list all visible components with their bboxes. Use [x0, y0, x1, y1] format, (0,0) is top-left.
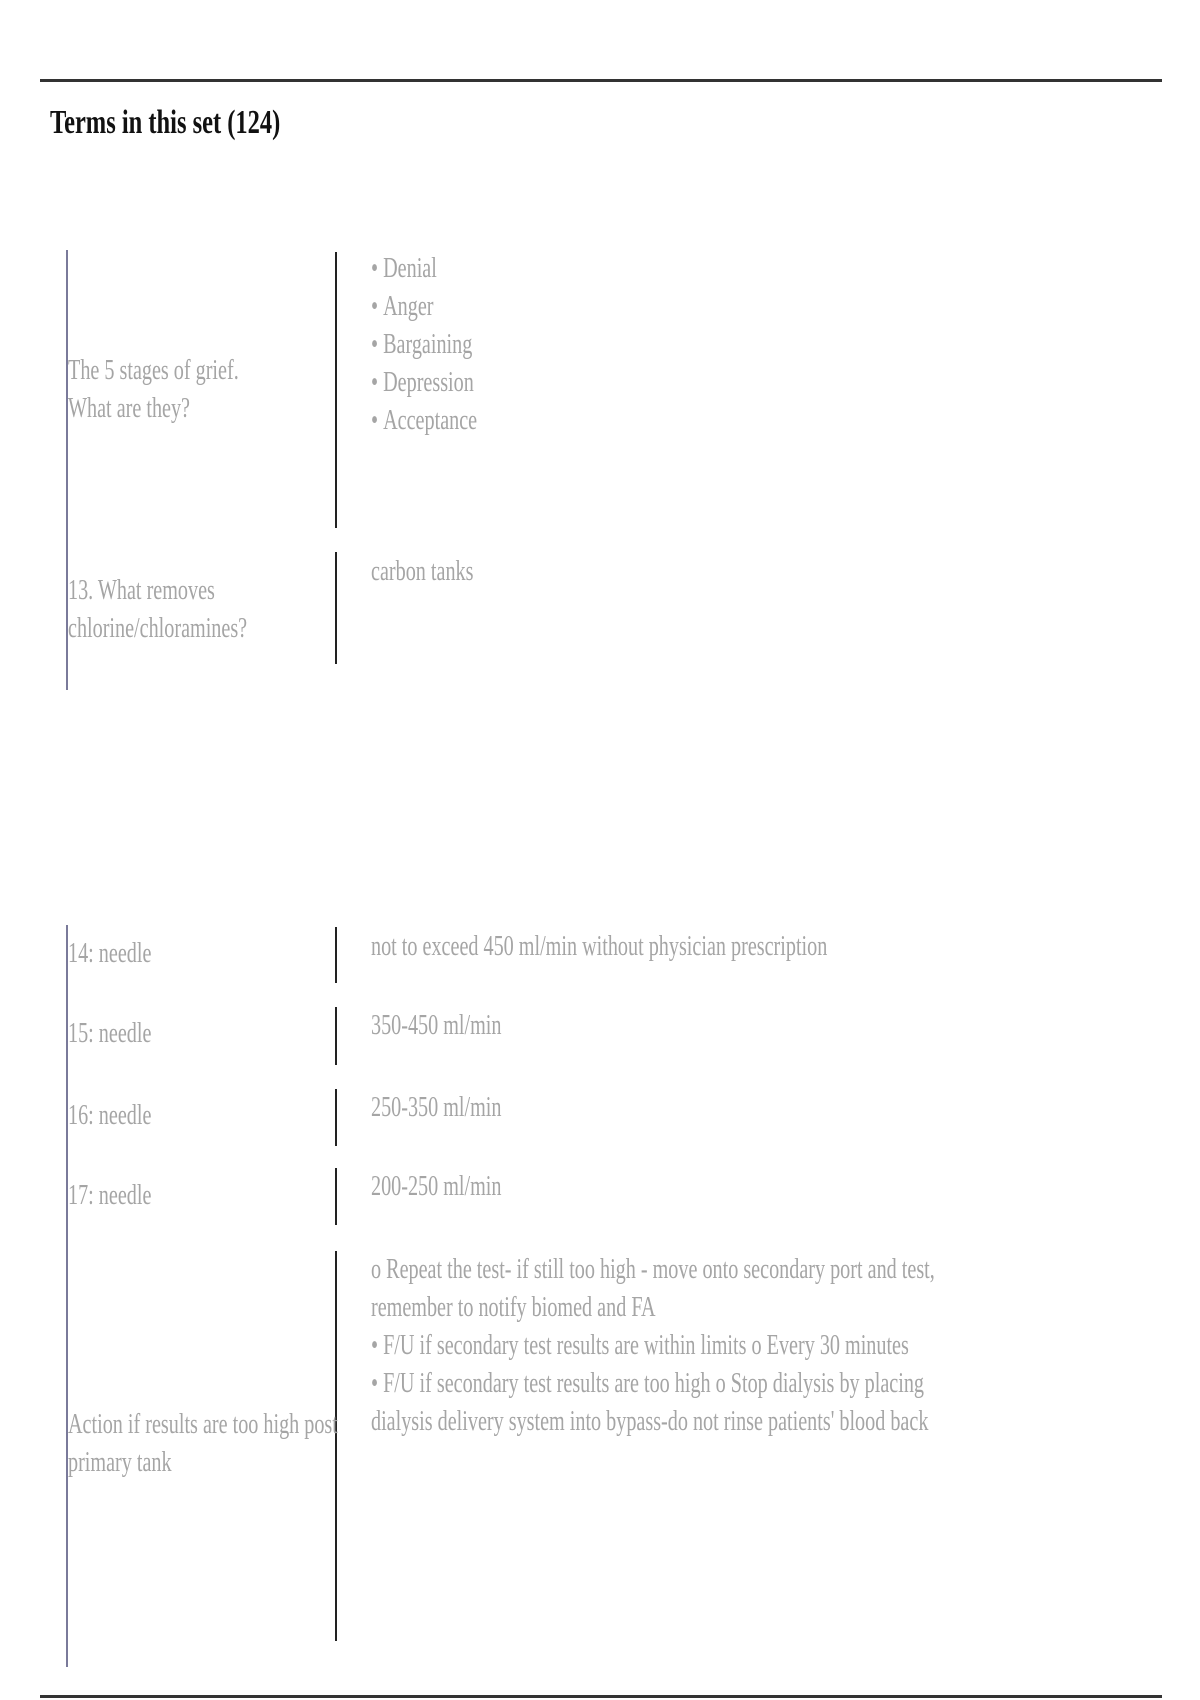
- card-term: 13. What removes chlorine/chloramines?: [68, 575, 248, 644]
- definition-list-item: • Acceptance: [371, 402, 477, 440]
- card-term: 16: needle: [68, 1100, 152, 1131]
- definition-list-item: • Depression: [371, 364, 477, 402]
- card-term: 14: needle: [68, 938, 152, 969]
- card-definition: carbon tanks: [371, 556, 474, 587]
- card-divider: [335, 1007, 337, 1065]
- card-divider: [335, 927, 337, 983]
- definition-list: [371, 250, 477, 440]
- definition-list-item: • Anger: [371, 288, 477, 326]
- card-definition: 200-250 ml/min: [371, 1171, 502, 1202]
- definition-list-item: • Denial: [371, 250, 477, 288]
- bottom-rule: [40, 1695, 1162, 1698]
- card-definition: 350-450 ml/min: [371, 1010, 502, 1041]
- top-rule: [40, 79, 1162, 82]
- card-definition: [371, 250, 477, 440]
- definition-list-item: • Bargaining: [371, 326, 477, 364]
- card-divider: [335, 1089, 337, 1146]
- card-term: The 5 stages of grief. What are they?: [68, 355, 239, 424]
- card-term: Action if results are too high post primary tank: [68, 1409, 338, 1478]
- card-divider: [335, 1168, 337, 1225]
- terms-heading: Terms in this set (124): [50, 104, 281, 141]
- card-definition: o Repeat the test- if still too high - move onto secondary port and test, remember to notify biomed and FA • F/U if secondary test results are within limits o Every 30 minutes • F/U if secondary test results are too high o Stop dialysis by placing dialysis delivery system into bypass-do not rinse patients' blood back: [371, 1254, 935, 1437]
- card-term: 17: needle: [68, 1180, 152, 1211]
- card-divider: [335, 552, 337, 664]
- card-definition: 250-350 ml/min: [371, 1092, 502, 1123]
- card-divider: [335, 252, 337, 528]
- card-term: 15: needle: [68, 1018, 152, 1049]
- card-definition: not to exceed 450 ml/min without physician prescription: [371, 931, 828, 962]
